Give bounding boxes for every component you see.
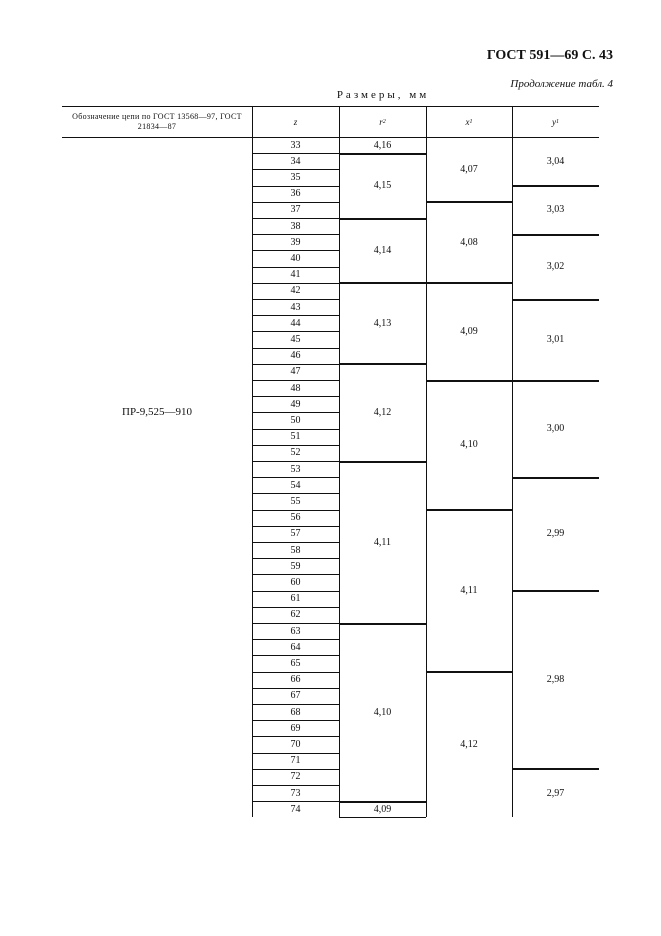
z-cell: 54	[290, 479, 301, 491]
z-row-rule	[252, 186, 339, 187]
z-row-rule	[252, 493, 339, 494]
y1-cell-group-rule	[512, 380, 599, 382]
z-cell: 48	[290, 382, 301, 394]
r2-cell-group-rule	[339, 461, 426, 463]
z-row-rule	[252, 477, 339, 478]
z-cell: 62	[290, 609, 301, 621]
z-cell: 66	[290, 674, 301, 686]
z-row-rule	[252, 672, 339, 673]
z-cell: 67	[290, 690, 301, 702]
column-header-z: z	[293, 116, 298, 127]
z-row-rule	[252, 153, 339, 154]
z-cell: 39	[290, 236, 301, 248]
y1-cell: 2,97	[546, 787, 565, 799]
z-cell: 36	[290, 188, 301, 200]
page-header: ГОСТ 591—69 С. 43	[486, 48, 613, 63]
z-cell: 43	[290, 301, 301, 313]
y1-cell-group-rule	[512, 768, 599, 770]
z-row-rule	[252, 445, 339, 446]
header-column-rule	[426, 106, 427, 137]
z-row-rule	[252, 704, 339, 705]
z-cell: 65	[290, 657, 301, 669]
z-row-rule	[252, 250, 339, 251]
r2-cell: 4,12	[373, 406, 392, 418]
z-cell: 38	[290, 220, 301, 232]
y1-cell: 2,99	[546, 528, 565, 540]
y1-cell: 3,04	[546, 155, 565, 167]
table-continuation-label: Продолжение табл. 4	[510, 78, 613, 90]
header-column-rule	[339, 106, 340, 137]
z-cell: 74	[290, 803, 301, 815]
header-column-rule	[252, 106, 253, 137]
z-cell: 68	[290, 706, 301, 718]
y1-cell-group-rule	[512, 477, 599, 479]
z-cell: 34	[290, 155, 301, 167]
column-header-x1: x 1	[465, 116, 473, 127]
z-row-rule	[252, 720, 339, 721]
x1-cell-group-rule	[426, 201, 512, 203]
z-cell: 70	[290, 738, 301, 750]
x1-cell: 4,12	[460, 738, 478, 750]
z-cell: 41	[290, 269, 301, 281]
z-row-rule	[252, 639, 339, 640]
z-cell: 71	[290, 755, 301, 767]
z-cell: 57	[290, 528, 301, 540]
z-row-rule	[252, 785, 339, 786]
x1-cell: 4,11	[460, 585, 478, 597]
y1-cell-group-rule	[512, 185, 599, 187]
z-cell: 55	[290, 495, 301, 507]
y1-cell-group-rule	[512, 590, 599, 592]
column-header-r2: r 2	[379, 116, 386, 127]
table-caption: Размеры, мм	[336, 89, 430, 101]
z-cell: 64	[290, 641, 301, 653]
x1-cell-group-rule	[426, 671, 512, 673]
r2-cell: 4,14	[373, 244, 392, 256]
z-row-rule	[252, 380, 339, 381]
r2-cell: 4,09	[373, 803, 392, 815]
z-cell: 61	[290, 593, 301, 605]
z-row-rule	[252, 688, 339, 689]
z-cell: 51	[290, 431, 301, 443]
y1-cell: 2,98	[546, 674, 565, 686]
z-row-rule	[252, 591, 339, 592]
chain-designation: ПР-9,525—910	[122, 406, 192, 419]
z-row-rule	[252, 429, 339, 430]
z-row-rule	[252, 801, 339, 802]
z-cell: 59	[290, 560, 301, 572]
z-row-rule	[252, 607, 339, 608]
z-cell: 72	[290, 771, 301, 783]
column-header-y1: y 1	[552, 116, 559, 127]
x1-cell: 4,07	[460, 163, 478, 175]
z-cell: 63	[290, 625, 301, 637]
x1-cell: 4,08	[460, 236, 478, 248]
y1-cell-group-rule	[512, 299, 599, 301]
z-row-rule	[252, 542, 339, 543]
z-row-rule	[252, 574, 339, 575]
r2-cell: 4,10	[373, 706, 392, 718]
z-cell: 37	[290, 204, 301, 216]
z-cell: 45	[290, 333, 301, 345]
r2-bottom-rule	[339, 817, 426, 818]
z-row-rule	[252, 510, 339, 511]
z-row-rule	[252, 299, 339, 300]
z-cell: 52	[290, 447, 301, 459]
r2-cell-group-rule	[339, 153, 426, 155]
z-cell: 53	[290, 463, 301, 475]
z-row-rule	[252, 655, 339, 656]
r2-cell: 4,15	[373, 180, 392, 192]
r2-cell: 4,13	[373, 317, 392, 329]
z-cell: 50	[290, 414, 301, 426]
z-row-rule	[252, 364, 339, 365]
r2-cell-group-rule	[339, 363, 426, 365]
z-row-rule	[252, 283, 339, 284]
z-row-rule	[252, 315, 339, 316]
z-row-rule	[252, 396, 339, 397]
z-cell: 33	[290, 139, 301, 151]
table-top-rule	[62, 106, 599, 107]
z-cell: 47	[290, 366, 301, 378]
x1-cell-group-rule	[426, 380, 512, 382]
x1-cell: 4,09	[460, 325, 478, 337]
z-row-rule	[252, 769, 339, 770]
z-cell: 44	[290, 317, 301, 329]
z-cell: 60	[290, 576, 301, 588]
x1-cell: 4,10	[460, 439, 478, 451]
z-row-rule	[252, 267, 339, 268]
z-cell: 46	[290, 350, 301, 362]
z-row-rule	[252, 218, 339, 219]
z-cell: 58	[290, 544, 301, 556]
z-row-rule	[252, 526, 339, 527]
z-row-rule	[252, 736, 339, 737]
column-header-designation: Обозначение цепи по ГОСТ 13568—97, ГОСТ 21834—87	[72, 111, 242, 131]
z-cell: 69	[290, 722, 301, 734]
z-row-rule	[252, 202, 339, 203]
r2-cell-group-rule	[339, 218, 426, 220]
x1-cell-group-rule	[426, 509, 512, 511]
data-table	[62, 106, 599, 818]
y1-cell: 3,03	[546, 204, 565, 216]
header-column-rule	[512, 106, 513, 137]
z-cell: 73	[290, 787, 301, 799]
r2-cell-group-rule	[339, 801, 426, 803]
z-row-rule	[252, 412, 339, 413]
z-cell: 35	[290, 171, 301, 183]
r2-cell: 4,16	[373, 139, 392, 151]
z-row-rule	[252, 623, 339, 624]
z-row-rule	[252, 348, 339, 349]
y1-cell: 3,01	[546, 334, 565, 345]
y1-cell: 3,00	[546, 423, 565, 435]
z-row-rule	[252, 558, 339, 559]
z-row-rule	[252, 461, 339, 462]
r2-cell-group-rule	[339, 282, 426, 284]
y1-cell: 3,02	[546, 261, 565, 273]
y1-cell-group-rule	[512, 234, 599, 236]
r2-cell-group-rule	[339, 623, 426, 625]
z-cell: 40	[290, 252, 301, 264]
z-row-rule	[252, 234, 339, 235]
x1-cell-group-rule	[426, 282, 512, 284]
z-row-rule	[252, 331, 339, 332]
z-row-rule	[252, 753, 339, 754]
z-row-rule	[252, 169, 339, 170]
z-cell: 56	[290, 512, 301, 524]
z-cell: 42	[290, 285, 301, 297]
z-cell: 49	[290, 398, 301, 410]
r2-cell: 4,11	[373, 536, 392, 548]
